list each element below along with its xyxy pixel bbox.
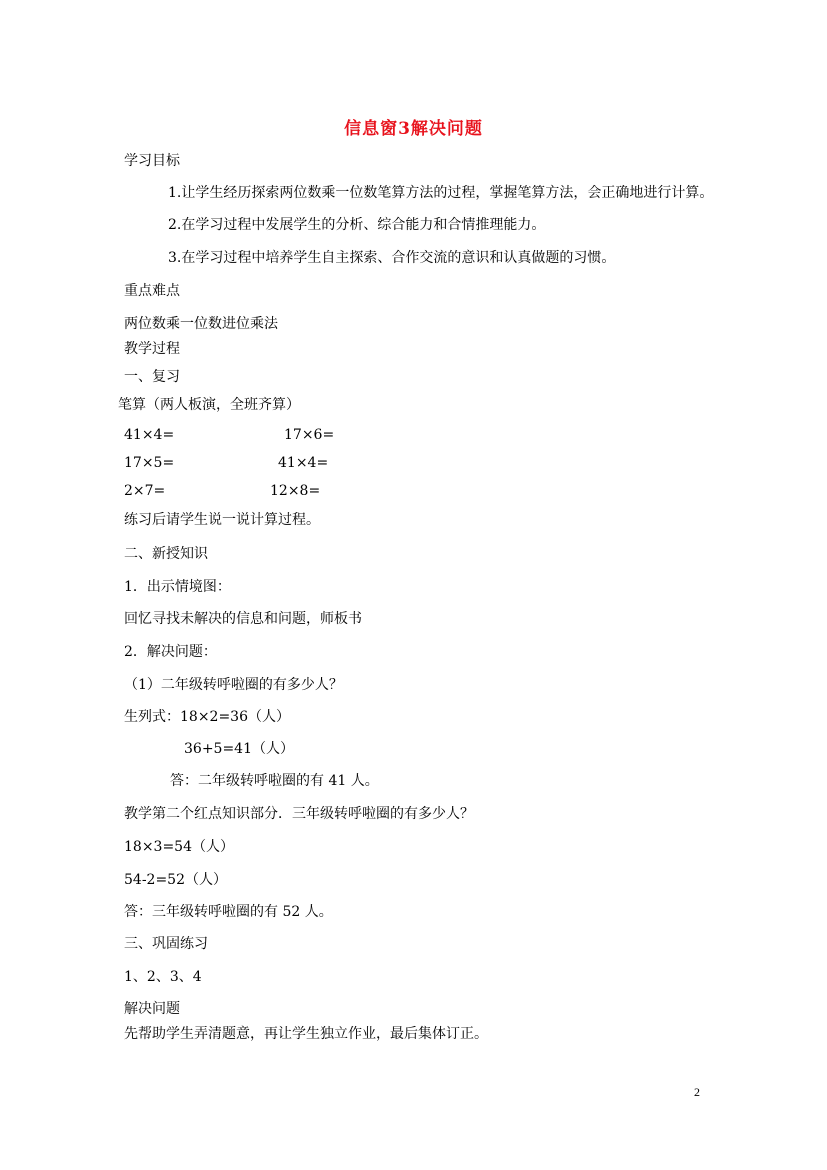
objective-item-1: 1.让学生经历探索两位数乘一位数笔算方法的过程，掌握笔算方法，会正确地进行计算。 — [168, 185, 714, 201]
practice-text: 先帮助学生弄清题意，再让学生独立作业，最后集体订正。 — [124, 1026, 488, 1042]
review-note: 练习后请学生说一说计算过程。 — [124, 512, 320, 528]
key-points-text: 两位数乘一位数进位乘法 — [124, 316, 278, 332]
review-intro: 笔算（两人板演，全班齐算） — [118, 397, 300, 413]
review-heading: 一、复习 — [124, 369, 180, 385]
answer-1: 答：二年级转呼啦圈的有 41 人。 — [170, 773, 379, 789]
objective-item-3: 3.在学习过程中培养学生自主探索、合作交流的意识和认真做题的习惯。 — [168, 250, 616, 266]
exercise-1-right: 17×6= — [284, 427, 335, 443]
formula-3: 18×3=54（人） — [124, 839, 234, 855]
step-2: 2．解决问题： — [124, 644, 217, 660]
exercise-1-left: 41×4= — [124, 427, 175, 443]
practice-heading: 三、巩固练习 — [124, 936, 208, 952]
objectives-heading: 学习目标 — [124, 153, 180, 169]
page-number: 2 — [694, 1085, 700, 1099]
formula-2: 36+5=41（人） — [184, 741, 294, 757]
process-heading: 教学过程 — [124, 341, 180, 357]
answer-2: 答：三年级转呼啦圈的有 52 人。 — [124, 904, 333, 920]
practice-items: 1、2、3、4 — [124, 969, 202, 985]
page-title: 信息窗3解决问题 — [344, 119, 483, 139]
new-knowledge-heading: 二、新授知识 — [124, 546, 208, 562]
objective-item-2: 2.在学习过程中发展学生的分析、综合能力和合情推理能力。 — [168, 217, 546, 233]
formula-1: 生列式：18×2=36（人） — [124, 709, 290, 725]
question-2: 教学第二个红点知识部分．三年级转呼啦圈的有多少人？ — [124, 806, 474, 822]
exercise-3-right: 12×8= — [270, 483, 321, 499]
exercise-3-left: 2×7= — [124, 483, 166, 499]
question-1: （1）二年级转呼啦圈的有多少人？ — [124, 677, 343, 693]
exercise-2-left: 17×5= — [124, 455, 175, 471]
practice-sub-heading: 解决问题 — [124, 1001, 180, 1017]
step-1: 1．出示情境图： — [124, 579, 231, 595]
step-1-text: 回忆寻找未解决的信息和问题，师板书 — [124, 611, 362, 627]
key-points-heading: 重点难点 — [124, 283, 180, 299]
formula-4: 54-2=52（人） — [124, 872, 227, 888]
exercise-2-right: 41×4= — [278, 455, 329, 471]
